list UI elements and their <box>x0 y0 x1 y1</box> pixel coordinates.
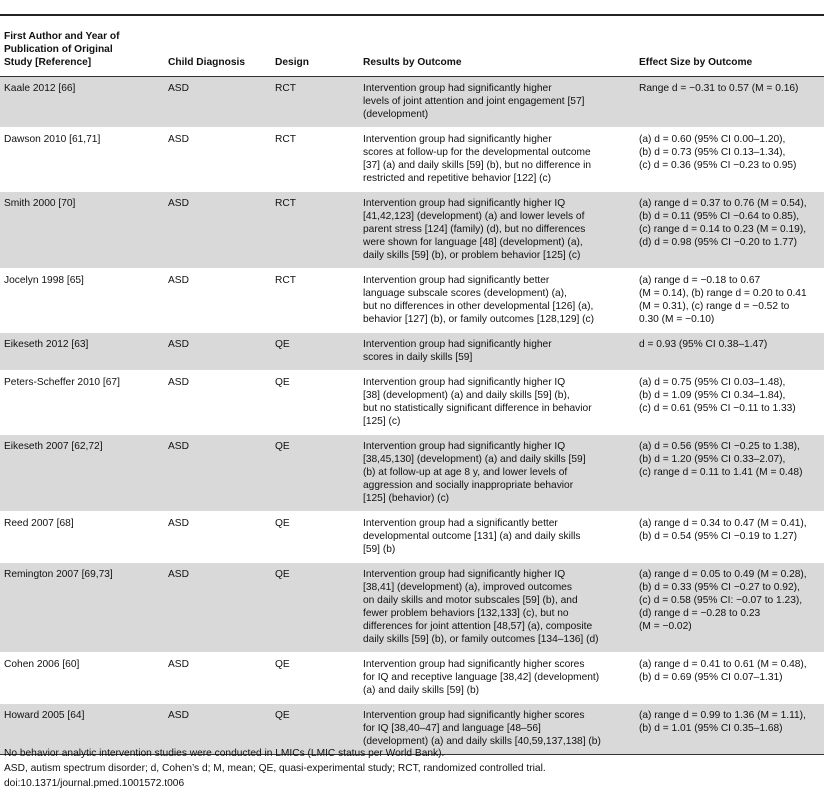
table-row <box>0 512 824 563</box>
cell-results-text: Intervention group had a significantly better developmental outcome [131] (a) and daily skills [59] (b) <box>363 518 581 555</box>
cell-effect-size-text: Range d = −0.31 to 0.57 (M = 0.16) <box>639 83 799 94</box>
cell-effect-size <box>635 563 824 653</box>
cell-effect-size-text: (a) range d = −0.18 to 0.67 (M = 0.14), (b) range d = 0.20 to 0.41 (M = 0.31), (c) range d = −0.52 to 0.30 (M = −0.10) <box>639 275 807 325</box>
cell-diagnosis-text: ASD <box>168 659 189 670</box>
cell-results <box>359 333 635 371</box>
cell-results-text: Intervention group had significantly higher scores for IQ [38,40–47] and language [48–56] (development) (a) and daily skills [40,59,137,138] (b) <box>363 710 601 747</box>
table-row <box>0 192 824 269</box>
cell-author <box>0 512 164 563</box>
cell-effect-size <box>635 371 824 435</box>
cell-design <box>271 192 359 269</box>
header-diagnosis: Child Diagnosis <box>164 30 271 77</box>
cell-author-text: Smith 2000 [70] <box>4 198 76 209</box>
cell-effect-size-text: (a) range d = 0.37 to 0.76 (M = 0.54), (b) d = 0.11 (95% CI −0.64 to 0.85), (c) range d = 0.14 to 0.23 (M = 0.19), (d) d = 0.98 (95% CI −0.20 to 1.77) <box>639 198 807 248</box>
cell-author-text: Eikeseth 2007 [62,72] <box>4 441 103 452</box>
cell-diagnosis <box>164 128 271 192</box>
cell-design-text: QE <box>275 339 290 350</box>
cell-design <box>271 512 359 563</box>
cell-effect-size <box>635 128 824 192</box>
cell-author <box>0 333 164 371</box>
cell-results-text: Intervention group had significantly higher IQ [38,41] (development) (a), improved outcomes on daily skills and motor subscales [59] (b), and fewer problem behaviors [132,133] (c), but no differences for joint attention [48,57] (a), composite daily skills [59] (b), or family outcomes [134–136] (d) <box>363 569 599 645</box>
cell-effect-size-text: (a) range d = 0.41 to 0.61 (M = 0.48), (b) d = 0.69 (95% CI 0.07–1.31) <box>639 659 807 683</box>
cell-effect-size-text: (a) d = 0.56 (95% CI −0.25 to 1.38), (b) d = 1.20 (95% CI 0.33–2.07), (c) range d = 0.11 to 1.41 (M = 0.48) <box>639 441 803 478</box>
cell-effect-size-text: (a) range d = 0.05 to 0.49 (M = 0.28), (b) d = 0.33 (95% CI −0.27 to 0.92), (c) d = 0.58 (95% CI: −0.07 to 1.23), (d) range d = −0.28 to 0.23 (M = −0.02) <box>639 569 807 632</box>
cell-design <box>271 333 359 371</box>
cell-results-text: Intervention group had significantly higher IQ [38,45,130] (development) (a) and daily skills [59] (b) at follow-up at age 8 y, and lower levels of aggression and socially inappropriate behavior [125] (behavior) (c) <box>363 441 586 504</box>
header-design: Design <box>271 30 359 77</box>
cell-design <box>271 269 359 333</box>
footnote-doi: doi:10.1371/journal.pmed.1001572.t006 <box>4 778 185 789</box>
cell-author-text: Kaale 2012 [66] <box>4 83 76 94</box>
cell-effect-size <box>635 77 824 128</box>
cell-results-text: Intervention group had significantly higher IQ [38] (development) (a) and daily skills [59] (b), but no statistically significant difference in behavior [125] (c) <box>363 377 592 427</box>
cell-results <box>359 512 635 563</box>
header-effect-size: Effect Size by Outcome <box>635 30 824 77</box>
cell-effect-size <box>635 653 824 704</box>
table-row <box>0 563 824 653</box>
table-body <box>0 77 824 755</box>
cell-author-text: Remington 2007 [69,73] <box>4 569 113 580</box>
cell-results-text: Intervention group had significantly better language subscale scores (development) (a), but no differences in other developmental [126] (a), behavior [127] (b), or family outcomes [128,129] (c) <box>363 275 595 325</box>
cell-diagnosis-text: ASD <box>168 339 189 350</box>
cell-effect-size-text: (a) d = 0.75 (95% CI 0.03–1.48), (b) d = 1.09 (95% CI 0.34–1.84), (c) d = 0.61 (95% CI −0.11 to 1.33) <box>639 377 796 414</box>
table-footnotes <box>4 746 820 791</box>
cell-diagnosis-text: ASD <box>168 710 189 721</box>
cell-design-text: QE <box>275 441 290 452</box>
cell-results <box>359 371 635 435</box>
cell-effect-size <box>635 192 824 269</box>
cell-results <box>359 269 635 333</box>
cell-author <box>0 77 164 128</box>
cell-author-text: Cohen 2006 [60] <box>4 659 80 670</box>
cell-diagnosis-text: ASD <box>168 275 189 286</box>
cell-diagnosis <box>164 333 271 371</box>
cell-author <box>0 435 164 512</box>
cell-results <box>359 653 635 704</box>
cell-results <box>359 563 635 653</box>
cell-diagnosis <box>164 512 271 563</box>
cell-results-text: Intervention group had significantly higher levels of joint attention and joint engagement [57] (development) <box>363 83 585 120</box>
cell-results <box>359 128 635 192</box>
cell-effect-size <box>635 333 824 371</box>
cell-effect-size <box>635 512 824 563</box>
cell-author-text: Dawson 2010 [61,71] <box>4 134 101 145</box>
cell-design <box>271 653 359 704</box>
cell-author <box>0 653 164 704</box>
cell-results <box>359 435 635 512</box>
table-row <box>0 371 824 435</box>
table-row <box>0 333 824 371</box>
cell-author-text: Peters-Scheffer 2010 [67] <box>4 377 120 388</box>
cell-author <box>0 269 164 333</box>
cell-results-text: Intervention group had significantly higher scores at follow-up for the developmental outcome [37] (a) and daily skills [59] (b), but no difference in restricted and repetitive behavior [122] (c) <box>363 134 592 184</box>
cell-design <box>271 563 359 653</box>
cell-diagnosis-text: ASD <box>168 569 189 580</box>
cell-diagnosis <box>164 371 271 435</box>
cell-effect-size-text: (a) range d = 0.99 to 1.36 (M = 1.11), (b) d = 1.01 (95% CI 0.35–1.68) <box>639 710 806 734</box>
footnote-lmic: No behavior analytic intervention studies were conducted in LMICs (LMIC status per World Bank). <box>4 748 445 759</box>
table-row <box>0 77 824 128</box>
cell-diagnosis <box>164 435 271 512</box>
cell-author-text: Eikeseth 2012 [63] <box>4 339 89 350</box>
table-row <box>0 435 824 512</box>
cell-diagnosis-text: ASD <box>168 134 189 145</box>
cell-design-text: QE <box>275 377 290 388</box>
footnote-abbreviations: ASD, autism spectrum disorder; d, Cohen’s d; M, mean; QE, quasi-experimental study; RCT, randomized controlled trial. <box>4 763 546 774</box>
cell-design-text: RCT <box>275 134 296 145</box>
header-results: Results by Outcome <box>359 30 635 77</box>
cell-results-text: Intervention group had significantly higher scores in daily skills [59] <box>363 339 552 363</box>
cell-diagnosis-text: ASD <box>168 83 189 94</box>
cell-author <box>0 563 164 653</box>
cell-author-text: Reed 2007 [68] <box>4 518 74 529</box>
cell-design-text: RCT <box>275 198 296 209</box>
cell-results-text: Intervention group had significantly higher IQ [41,42,123] (development) (a) and lower levels of parent stress [124] (family) (d), but no differences were shown for language [48] (development) (a), daily skills [59] (b), or problem behavior [125] (c) <box>363 198 586 261</box>
cell-diagnosis-text: ASD <box>168 377 189 388</box>
cell-effect-size-text: (a) d = 0.60 (95% CI 0.00–1.20), (b) d = 0.73 (95% CI 0.13–1.34), (c) d = 0.36 (95% CI −0.23 to 0.95) <box>639 134 797 171</box>
cell-design <box>271 77 359 128</box>
cell-diagnosis <box>164 563 271 653</box>
cell-design-text: QE <box>275 569 290 580</box>
cell-author <box>0 192 164 269</box>
cell-effect-size-text: (a) range d = 0.34 to 0.47 (M = 0.41), (b) d = 0.54 (95% CI −0.19 to 1.27) <box>639 518 807 542</box>
table-row <box>0 128 824 192</box>
table-header <box>0 30 824 77</box>
cell-design-text: RCT <box>275 275 296 286</box>
cell-design <box>271 371 359 435</box>
cell-results <box>359 77 635 128</box>
cell-design <box>271 128 359 192</box>
cell-author-text: Howard 2005 [64] <box>4 710 85 721</box>
cell-diagnosis <box>164 653 271 704</box>
studies-table <box>0 30 824 755</box>
cell-diagnosis-text: ASD <box>168 441 189 452</box>
table-row <box>0 269 824 333</box>
cell-effect-size-text: d = 0.93 (95% CI 0.38–1.47) <box>639 339 768 350</box>
cell-design-text: QE <box>275 659 290 670</box>
header-row <box>0 30 824 77</box>
cell-design <box>271 435 359 512</box>
cell-author-text: Jocelyn 1998 [65] <box>4 275 84 286</box>
cell-diagnosis <box>164 77 271 128</box>
cell-diagnosis-text: ASD <box>168 198 189 209</box>
cell-author <box>0 128 164 192</box>
cell-effect-size <box>635 435 824 512</box>
cell-diagnosis <box>164 269 271 333</box>
cell-diagnosis <box>164 192 271 269</box>
cell-effect-size <box>635 269 824 333</box>
cell-design-text: RCT <box>275 83 296 94</box>
cell-diagnosis-text: ASD <box>168 518 189 529</box>
cell-design-text: QE <box>275 518 290 529</box>
cell-author <box>0 371 164 435</box>
top-rule <box>0 14 824 16</box>
header-author: First Author and Year of Publication of Original Study [Reference] <box>0 30 164 77</box>
cell-results <box>359 192 635 269</box>
cell-design-text: QE <box>275 710 290 721</box>
table-row <box>0 653 824 704</box>
cell-results-text: Intervention group had significantly higher scores for IQ and receptive language [38,42] (development) (a) and daily skills [59] (b) <box>363 659 600 696</box>
